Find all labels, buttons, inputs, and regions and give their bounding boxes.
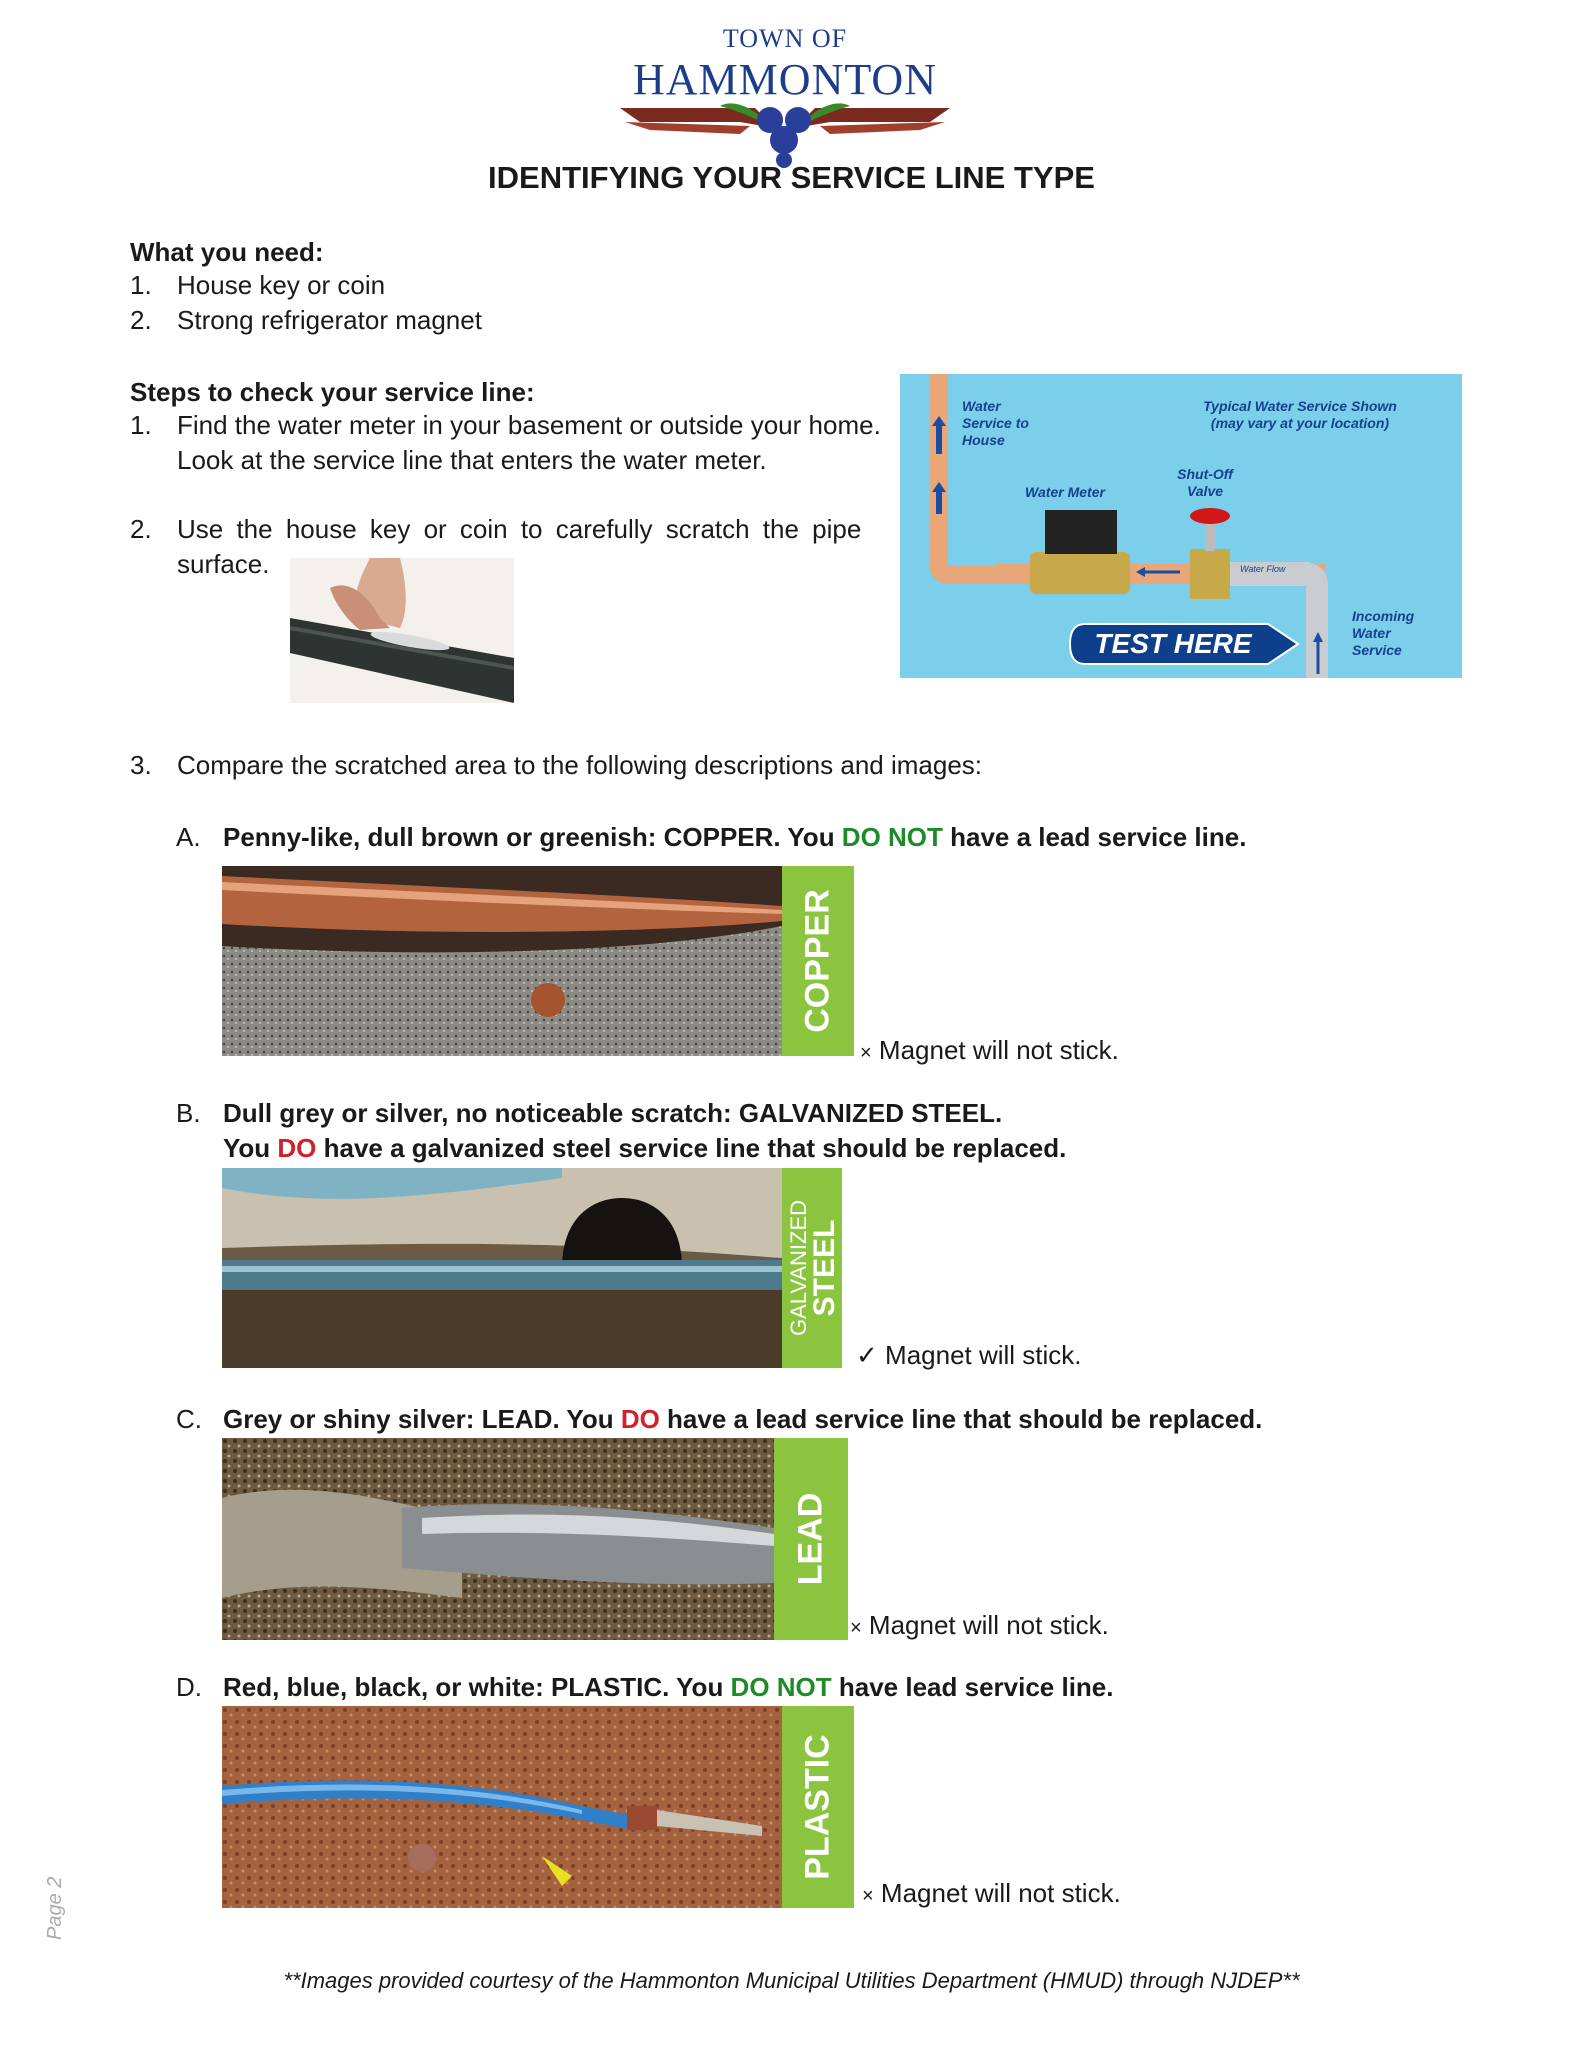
type-letter: B. (176, 1098, 201, 1128)
need-item-2 (130, 303, 482, 338)
diagram-typical-label (1170, 398, 1430, 432)
type-c-do: DO (620, 1404, 660, 1434)
step-2-line-1: Use the house key or coin to carefully scratch the pipe (177, 514, 862, 544)
type-b-heading (176, 1096, 1066, 1166)
type-letter: D. (176, 1672, 202, 1702)
plastic-label: PLASTIC (798, 1734, 837, 1880)
copper-label: COPPER (798, 889, 837, 1033)
diagram-typical-title: Typical Water Service Shown (1203, 398, 1397, 414)
need-item-number: 2. (130, 305, 152, 335)
x-mark-icon: × (862, 1885, 874, 1907)
step-1-line-2: Look at the service line that enters the water meter. (177, 445, 767, 475)
type-letter: A. (176, 822, 201, 852)
blueberry-emblem-icon (620, 98, 950, 168)
type-d-pre: Red, blue, black, or white: PLASTIC. You (223, 1672, 731, 1702)
logo-hammonton: HAMMONTON (633, 55, 937, 104)
need-item-number: 1. (130, 270, 152, 300)
type-a-magnet-note (860, 1035, 1119, 1066)
need-heading: What you need: (130, 237, 324, 267)
logo-town-of: TOWN OF (722, 24, 848, 53)
galvanized-photo (222, 1168, 842, 1368)
galvanized-label-line-1: GALVANIZED (786, 1199, 811, 1337)
town-logo (620, 20, 950, 170)
type-d-magnet-text: Magnet will not stick. (880, 1878, 1121, 1908)
type-b-magnet-note (856, 1340, 1082, 1371)
type-b-line-2 (223, 1133, 1066, 1163)
type-b-pre: You (223, 1133, 278, 1163)
test-here-badge: TEST HERE (1094, 628, 1252, 659)
lead-label-stripe (774, 1438, 848, 1640)
type-c-magnet-text: Magnet will not stick. (868, 1610, 1109, 1640)
type-a-do-not: DO NOT (841, 822, 943, 852)
type-b-do: DO (277, 1133, 317, 1163)
service-line-diagram (900, 374, 1462, 678)
copper-photo (222, 866, 854, 1056)
type-d-post: have lead service line. (831, 1672, 1114, 1702)
scratch-photo (290, 558, 514, 703)
type-d-magnet-note (862, 1878, 1121, 1909)
type-c-post: have a lead service line that should be replaced. (659, 1404, 1263, 1434)
step-number: 2. (130, 514, 152, 544)
diagram-meter-label: Water Meter (1025, 484, 1105, 500)
type-a-magnet-text: Magnet will not stick. (878, 1035, 1119, 1065)
type-c-pre: Grey or shiny silver: LEAD. You (223, 1404, 621, 1434)
page-number: Page 2 (44, 1876, 66, 1940)
check-mark-icon: ✓ (856, 1340, 878, 1370)
diagram-incoming-label: Incoming Water Service (1352, 608, 1415, 658)
need-item-1 (130, 268, 385, 303)
need-item-text: House key or coin (177, 270, 386, 300)
diagram-flow-label: Water Flow (1240, 564, 1286, 574)
lead-label: LEAD (791, 1492, 830, 1586)
footer-credit: **Images provided courtesy of the Hammonton Municipal Utilities Department (HMUD) through NJDEP** (283, 1968, 1300, 1993)
step-number: 3. (130, 750, 152, 780)
type-b-magnet-text: Magnet will stick. (885, 1340, 1082, 1370)
lead-photo (222, 1438, 848, 1640)
galvanized-label-stripe (782, 1168, 842, 1368)
type-d-heading (176, 1670, 1114, 1705)
x-mark-icon: × (860, 1042, 872, 1064)
page-title: IDENTIFYING YOUR SERVICE LINE TYPE (488, 160, 1095, 195)
steps-heading: Steps to check your service line: (130, 377, 535, 407)
type-a-text (223, 822, 1246, 852)
galvanized-label-line-2: STEEL (808, 1219, 841, 1317)
step-1 (130, 408, 890, 478)
plastic-photo (222, 1706, 854, 1908)
copper-label-stripe (782, 866, 854, 1056)
galvanized-label (786, 1199, 841, 1337)
type-b-post: have a galvanized steel service line that should be replaced. (316, 1133, 1067, 1163)
step-number: 1. (130, 410, 152, 440)
type-c-text (223, 1404, 1262, 1434)
type-a-heading (176, 820, 1246, 855)
type-a-post: have a lead service line. (942, 822, 1247, 852)
diagram-water-service-label: Water Service to House (962, 398, 1029, 448)
type-letter: C. (176, 1404, 202, 1434)
step-2-line-2: surface. (177, 549, 270, 579)
diagram-shutoff-label: Shut-Off Valve (1177, 466, 1233, 499)
type-c-magnet-note (850, 1610, 1109, 1641)
step-3-text: Compare the scratched area to the following descriptions and images: (177, 750, 982, 780)
type-b-line-1: Dull grey or silver, no noticeable scratch: GALVANIZED STEEL. (223, 1098, 1003, 1128)
type-d-text (223, 1672, 1114, 1702)
step-3 (130, 748, 982, 783)
type-a-pre: Penny-like, dull brown or greenish: COPPER. You (223, 822, 842, 852)
plastic-label-stripe (782, 1706, 854, 1908)
diagram-typical-sub: (may vary at your location) (1210, 415, 1390, 431)
need-item-text: Strong refrigerator magnet (177, 305, 482, 335)
x-mark-icon: × (850, 1617, 862, 1639)
type-c-heading (176, 1402, 1262, 1437)
type-d-do-not: DO NOT (730, 1672, 832, 1702)
step-1-line-1: Find the water meter in your basement or outside your home. (177, 410, 881, 440)
